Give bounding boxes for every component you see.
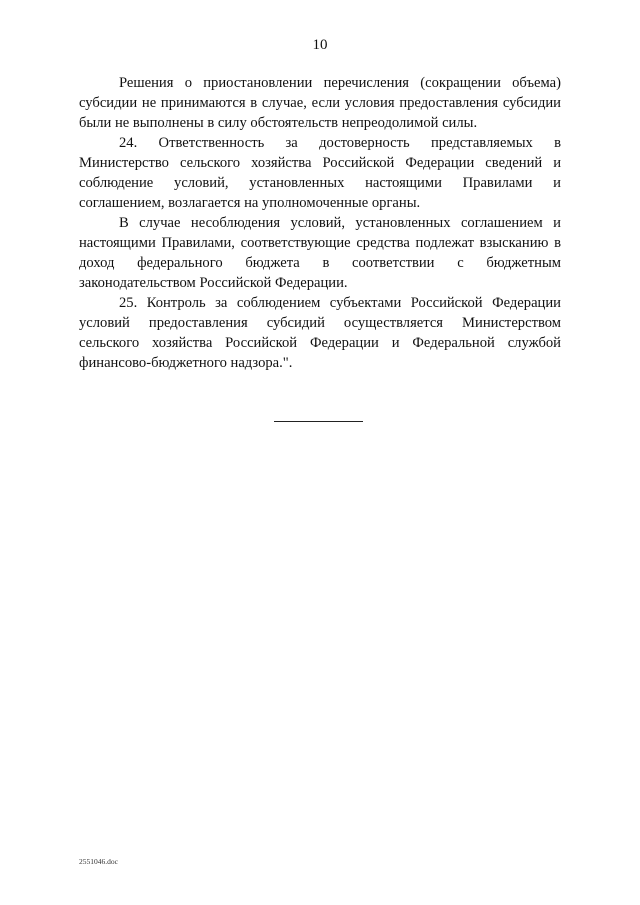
paragraph-25-control: 25. Контроль за соблюдением субъектами Российской Федерации условий предоставления субсидий осуществляется Министерством сельского хозяйства Российской Федерации и Федеральной службой финансово-бюджетного надзора.". bbox=[79, 295, 561, 371]
end-divider-line bbox=[274, 421, 363, 422]
paragraph-non-compliance: В случае несоблюдения условий, установленных соглашением и настоящими Правилами, соответствующие средства подлежат взысканию в доход федерального бюджета в соответствии с бюджетным законодательством Российской Федерации. bbox=[79, 215, 561, 291]
document-body bbox=[79, 73, 561, 373]
page-number: 10 bbox=[312, 37, 328, 53]
paragraph-24-responsibility: 24. Ответственность за достоверность представляемых в Министерство сельского хозяйства Российской Федерации сведений и соблюдение условий, установленных настоящими Правилами и соглашением, возлагается на уполномоченные органы. bbox=[79, 135, 561, 211]
paragraph-subsidy-suspension: Решения о приостановлении перечисления (сокращении объема) субсидии не принимаются в случае, если условия предоставления субсидии были не выполнены в силу обстоятельств непреодолимой силы. bbox=[79, 75, 561, 131]
footer-file-name: 2551046.doc bbox=[79, 857, 118, 866]
